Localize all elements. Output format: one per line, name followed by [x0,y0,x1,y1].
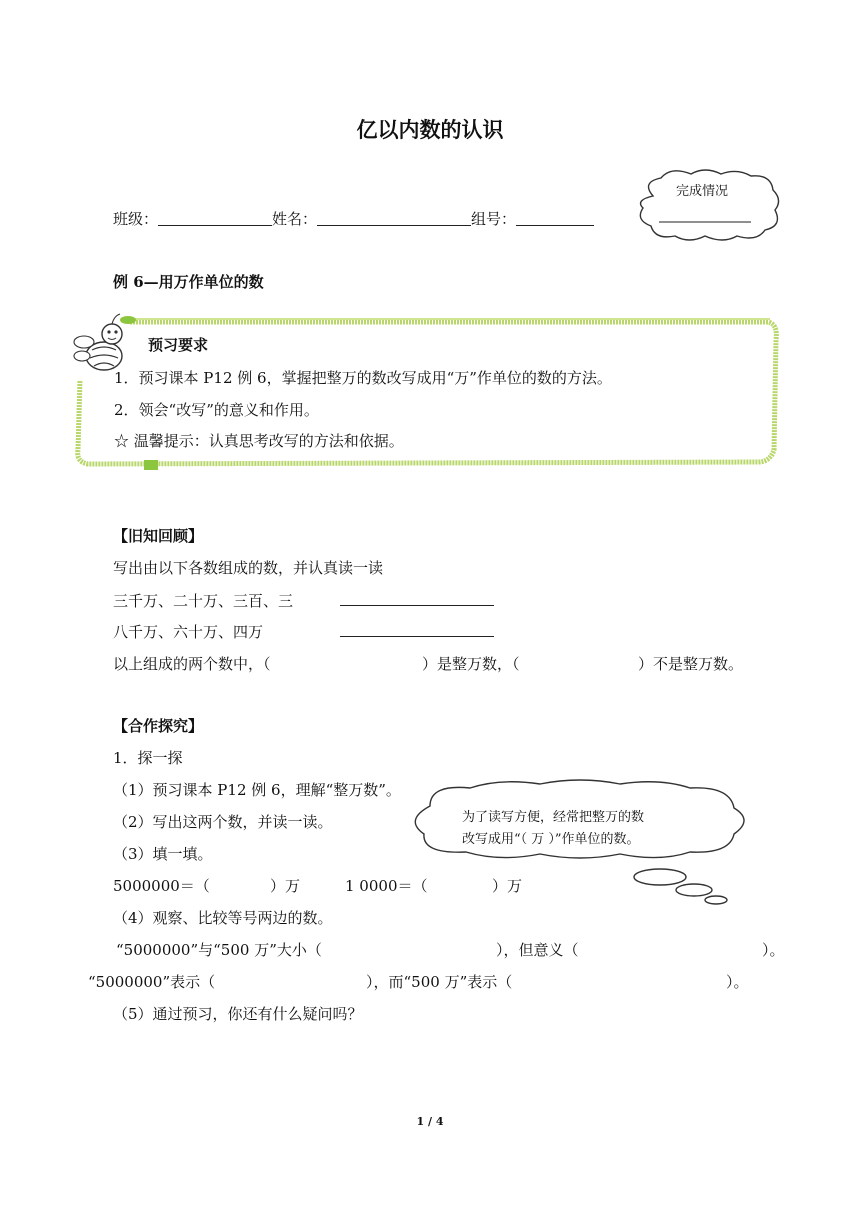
explore-heading: 【合作探究】 [113,717,204,735]
review-heading: 【旧知回顾】 [113,527,204,545]
compare-1b: ），但意义（ [496,941,579,959]
preview-item-1: 1．预习课本 P12 例 6，掌握把整万的数改写成用“万”作单位的数的方法。 [114,369,612,387]
explore-step-2: （2）写出这两个数，并读一读。 [113,813,333,831]
review-q2-blank[interactable] [340,621,494,637]
explore-step-3: （3）填一填。 [113,845,213,863]
review-summary-c: ）不是整万数。 [638,655,744,673]
review-summary-a: 以上组成的两个数中，（ [113,655,271,673]
fill-a-left: 5000000＝（ [113,877,210,895]
class-blank[interactable] [158,210,272,226]
review-q1-blank[interactable] [340,590,494,606]
review-intro: 写出由以下各数组成的数，并认真读一读 [113,559,384,577]
compare-2a: “5000000”表示（ [88,973,216,991]
completion-cloud [633,166,783,244]
group-label: 组号： [471,210,517,228]
header-fields [113,208,594,229]
cloud-line-1: 为了读写方便，经常把整万的数 [462,810,645,825]
completion-label: 完成情况 [676,184,729,199]
compare-1c: ）。 [762,941,785,959]
cloud-line-2: 改写成用“（ 万 ）”作单位的数。 [462,832,640,847]
explore-title: 1．探一探 [113,749,183,767]
page-number: 1 / 4 [416,1115,444,1128]
explore-step-5: （5）通过预习，你还有什么疑问吗？ [113,1005,363,1023]
fill-b-left: 1 0000＝（ [345,877,428,895]
page-title: 亿以内数的认识 [356,117,504,142]
example-heading: 例 6—用万作单位的数 [113,273,264,291]
compare-1a: “5000000”与“500 万”大小（ [116,941,322,959]
fill-a-right: ）万 [270,877,301,895]
explore-step-4: （4）观察、比较等号两边的数。 [113,909,333,927]
review-q1: 三千万、二十万、三百、三 [113,592,294,610]
compare-2b: ），而“500 万”表示（ [366,973,513,991]
preview-item-2: 2．领会“改写”的意义和作用。 [114,401,319,419]
review-q2: 八千万、六十万、四万 [113,623,264,641]
group-blank[interactable] [516,210,594,226]
review-summary-b: ）是整万数，（ [422,655,520,673]
fill-b-right: ）万 [492,877,523,895]
explore-step-1: （1）预习课本 P12 例 6，理解“整万数”。 [113,781,401,799]
preview-tip: ☆ 温馨提示：认真思考改写的方法和依据。 [114,432,404,450]
name-label: 姓名： [272,210,318,228]
compare-2c: ）。 [726,973,749,991]
name-blank[interactable] [317,210,471,226]
class-label: 班级： [113,210,159,228]
preview-heading: 预习要求 [148,336,209,354]
